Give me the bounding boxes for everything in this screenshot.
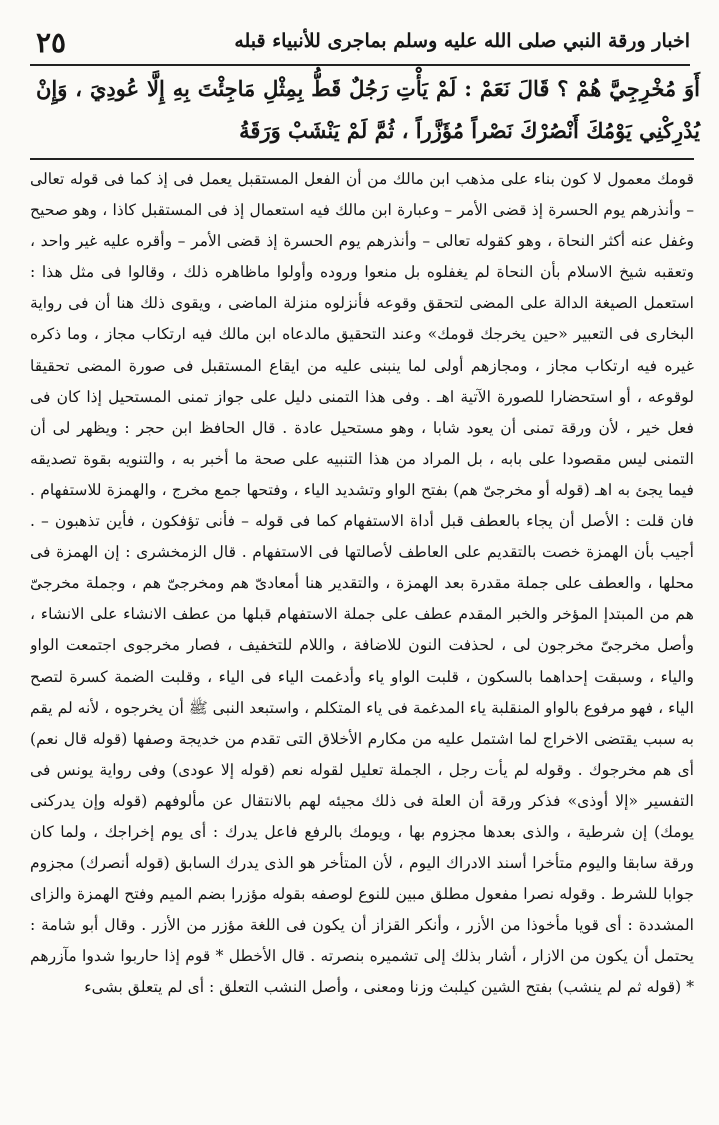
page-header	[30, 20, 690, 66]
hadith-text-block	[36, 68, 700, 156]
page-number: ٢٥	[36, 26, 67, 59]
section-divider	[30, 158, 694, 160]
hadith-text: أَوَ مُخْرِجِيَّ هُمْ ؟ قَالَ نَعَمْ : لَمْ يَأْتِ رَجُلٌ قَطُّ بِمِثْلِ مَاجِئْتَ بِهِ إِلَّا عُودِيَ ، وَإِنْ يُدْرِكْنِي يَوْمُكَ أَنْصُرْكَ نَصْراً مُؤَزَّراً ، ثُمَّ لَمْ يَنْشَبْ وَرَقَةُ	[36, 76, 700, 143]
commentary-text: قومك معمول لا كون بناء على مذهب ابن مالك من أن الفعل المستقبل يعمل فى إذ كما فى قوله تعالى – وأنذرهم يوم الحسرة إذ قضى الأمر – وعبارة ابن مالك فيه استعمال إذ فى المستقبل كاذا ، وهو صحيح وغفل عنه أكثر النحاة ، وهو كقوله تعالى – وأنذرهم يوم الحسرة إذ قضى الأمر – وأقره عليه غير واحد ، وتعقبه شيخ الاسلام بأن النحاة لم يغفلوه بل منعوا وروده وأولوا ماظاهره ذلك ، وقالوا فى مثل هذا : استعمل الصيغة الدالة على المضى لتحقق وقوعه فأنزلوه منزلة الماضى ، ويقوى ذلك هنا أن فى رواية البخارى فى التعبير «حين يخرجك قومك» وعند التحقيق مالدعاه ابن مالك فيه ارتكاب مجاز ، وما ذكره غيره فيه ارتكاب مجاز ، ومجازهم أولى لما ينبنى عليه من ايقاع المستقبل فى صورة المضى تحقيقا لوقوعه ، أو استحضارا للصورة الآتية اهـ . وفى هذا التمنى دليل على جواز تمنى المستحيل إذا كان فى فعل خير ، لأن ورقة تمنى أن يعود شابا ، وهو مستحيل عادة . قال الحافظ ابن حجر : ويظهر لى أن التمنى ليس مقصودا على بابه ، بل المراد من هذا التنبيه على صحة ما أخبر به ، والتنويه بقوة تصديقه فيما يجئ به اهـ (قوله أو مخرجىّ هم) بفتح الواو وتشديد الياء ، وفتحها جمع مخرج ، والهمزة للاستفهام . فان قلت : الأصل أن يجاء بالعطف قبل أداة الاستفهام كما فى قوله – فأنى تؤفكون ، فأين تذهبون – . أجيب بأن الهمزة خصت بالتقديم على العاطف لأصالتها فى الاستفهام . قال الزمخشرى : إن الهمزة فى محلها ، والعطف على جملة مقدرة بعد الهمزة ، والتقدير هنا أمعادىّ هم ومخرجىّ هم ، وجملة مخرجىّ هم من المبتدإ المؤخر والخبر المقدم عطف على جملة الاستفهام قبلها من عطف الانشاء على الانشاء ، وأصل مخرجىّ مخرجون لى ، لحذفت النون للاضافة ، واللام للتخفيف ، فصار مخرجوى اجتمعت الواو والياء ، وسبقت إحداهما بالسكون ، قلبت الواو ياء وأدغمت الياء فى الياء ، وقلبت الضمة كسرة لتصح الياء ، فهو مرفوع بالواو المنقلبة ياء المدغمة فى ياء المتكلم ، واستبعد النبى ﷺ أن يخرجوه ، لأنه لم يقم به سبب يقتضى الاخراج لما اشتمل عليه من مكارم الأخلاق التى تقدم من خديجة وصفها (قوله قال نعم) أى هم مخرجوك . وقوله لم يأت رجل ، الجملة تعليل لقوله نعم (قوله إلا عودى) وفى رواية يونس فى التفسير «إلا أوذى» فذكر ورقة أن العلة فى ذلك مجيئه لهم بالانتقال عن مألوفهم (قوله وإن يدركنى يومك) إن شرطية ، والذى بعدها مجزوم بها ، ويومك بالرفع فاعل يدرك : أى يوم إخراجك ، ولما كان ورقة سابقا واليوم متأخرا أسند الادراك اليوم ، لأن المتأخر هو الذى يدرك السابق (قوله أنصرك) مجزوم جوابا للشرط . وقوله نصرا مفعول مطلق مبين للنوع لوصفه بقوله مؤزرا بضم الميم وفتح الهمزة والزاى المشددة : أى قويا مأخوذا من الأزر ، وأنكر القزاز أن يكون فى اللغة مؤزر من الأزر . وقال أبو شامة : يحتمل أن يكون من الازار ، أشار بذلك إلى تشميره بنصرته . قال الأخطل * قوم إذا حاربوا شدوا مآزرهم * (قوله ثم لم ينشب) بفتح الشين كيلبث وزنا ومعنى ، وأصل النشب التعلق : أى لم يتعلق بشىء	[30, 170, 694, 997]
commentary-block	[30, 164, 694, 1114]
running-title: اخبار ورقة النبي صلى الله عليه وسلم بماجرى للأنبياء قبله	[234, 30, 690, 52]
